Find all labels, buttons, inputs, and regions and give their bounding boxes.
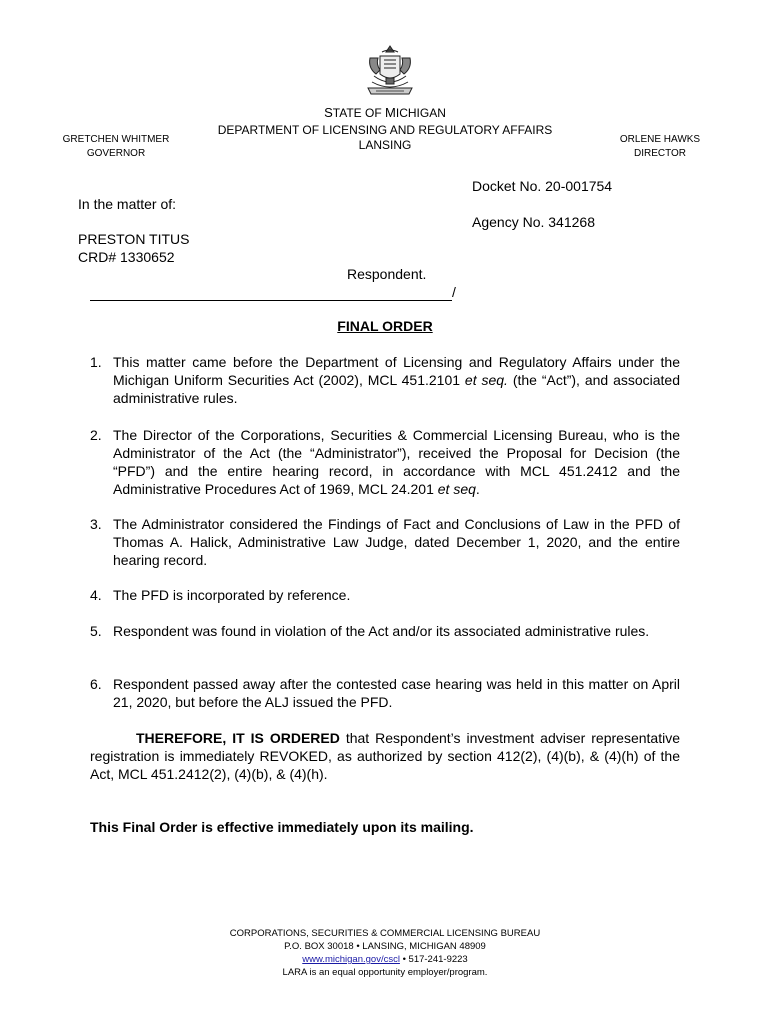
item-number: 1. bbox=[90, 354, 102, 370]
finding-item bbox=[90, 353, 680, 407]
respondent-label: Respondent. bbox=[347, 266, 427, 282]
item-text-italic: et seq. bbox=[464, 372, 508, 388]
order-paragraph bbox=[90, 729, 680, 783]
order-text: that Respondent’s investment adviser representative registration is immediately REVOKED, as authorized by section 412(2), (4)(b), & (4)(h) of the Act, MCL 451.2412(2), (4)(b), & (4)(h). bbox=[90, 730, 680, 782]
item-text-tail: . bbox=[475, 481, 480, 497]
item-text bbox=[113, 426, 680, 498]
effective-statement: This Final Order is effective immediately upon its mailing. bbox=[90, 819, 474, 835]
docket-number: Docket No. 20-001754 bbox=[472, 178, 613, 194]
footer-phone: • 517-241-9223 bbox=[399, 954, 468, 965]
footer-eeo: LARA is an equal opportunity employer/program. bbox=[282, 967, 488, 978]
item-number: 3. bbox=[90, 516, 102, 532]
item-text-tail: (the “Act”), and associated administrative rules. bbox=[113, 372, 680, 406]
page-footer bbox=[0, 927, 770, 979]
order-lead: THEREFORE, IT IS ORDERED bbox=[136, 730, 340, 746]
matter-label: In the matter of: bbox=[78, 196, 177, 212]
item-text-italic: et seq bbox=[437, 481, 476, 497]
item-text: The Administrator considered the Findings of Fact and Conclusions of Law in the PFD of Thomas A. Halick, Administrative Law Judge, dated December 1, 2020, and the entire hearing record. bbox=[113, 516, 680, 568]
governor-title: GOVERNOR bbox=[86, 148, 146, 159]
caption-slash: / bbox=[452, 284, 456, 300]
item-text: Respondent was found in violation of the Act and/or its associated administrative rules. bbox=[113, 623, 650, 639]
department-name: DEPARTMENT OF LICENSING AND REGULATORY AFFAIRS bbox=[217, 123, 553, 137]
state-heading bbox=[0, 106, 770, 120]
finding-item bbox=[90, 515, 680, 569]
department-city: LANSING bbox=[358, 138, 412, 152]
director-name: ORLENE HAWKS bbox=[619, 134, 701, 145]
item-number: 6. bbox=[90, 676, 102, 692]
agency-number: Agency No. 341268 bbox=[472, 214, 595, 230]
state-seal-icon bbox=[362, 42, 418, 102]
governor-block bbox=[52, 133, 180, 161]
crd-number: CRD# 1330652 bbox=[78, 249, 175, 265]
website-link[interactable]: www.michigan.gov/cscl bbox=[302, 954, 400, 965]
footer-address: P.O. BOX 30018 • LANSING, MICHIGAN 48909 bbox=[284, 941, 486, 952]
finding-item bbox=[90, 426, 680, 498]
state-heading-rest2: ICHIGAN bbox=[395, 106, 446, 120]
footer-contact bbox=[0, 953, 770, 966]
item-text bbox=[113, 353, 680, 407]
director-block bbox=[600, 133, 720, 161]
item-number: 2. bbox=[90, 427, 102, 443]
footer-bureau: CORPORATIONS, SECURITIES & COMMERCIAL LICENSING BUREAU bbox=[229, 928, 541, 939]
item-number: 4. bbox=[90, 587, 102, 603]
item-text: The PFD is incorporated by reference. bbox=[113, 587, 351, 603]
finding-item bbox=[90, 675, 680, 711]
respondent-name: PRESTON TITUS bbox=[78, 231, 190, 247]
finding-item bbox=[90, 586, 680, 604]
state-heading-m: M bbox=[385, 105, 396, 120]
item-text-main: This matter came before the Department of Licensing and Regulatory Affairs under the Michigan Uniform Securities Act (2002), MCL 451.2101 bbox=[113, 354, 680, 388]
caption-rule bbox=[90, 284, 452, 301]
state-heading-rest: TATE OF bbox=[332, 106, 386, 120]
governor-name: GRETCHEN WHITMER bbox=[62, 134, 170, 145]
finding-item bbox=[90, 622, 680, 640]
item-number: 5. bbox=[90, 623, 102, 639]
document-title: FINAL ORDER bbox=[337, 318, 433, 334]
item-text-main: The Director of the Corporations, Securities & Commercial Licensing Bureau, who is the Administrator of the Act (the “Administrator”), received the Proposal for Decision (the “PFD”) and the entire hearing record, in accordance with MCL 451.2412 and the Administrative Procedures Act of 1969, MCL 24.201 bbox=[113, 427, 680, 497]
item-text: Respondent passed away after the contested case hearing was held in this matter on April 21, 2020, but before the ALJ issued the PFD. bbox=[113, 676, 680, 710]
state-heading-s: S bbox=[324, 105, 333, 120]
director-title: DIRECTOR bbox=[633, 148, 687, 159]
